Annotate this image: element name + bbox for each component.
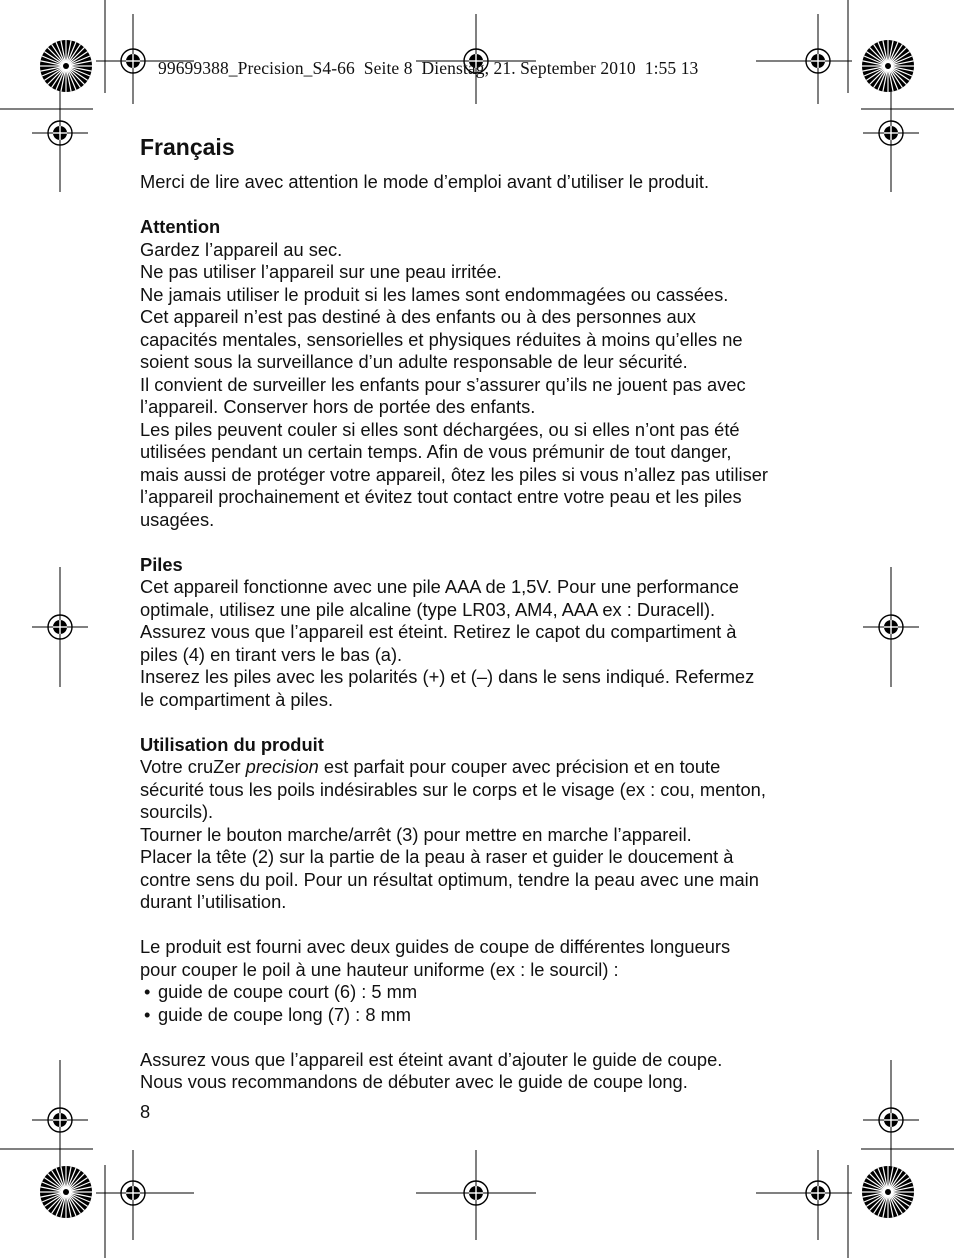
bullet-icon: • xyxy=(144,1003,151,1025)
text-line: capacités mentales, sensorielles et physiques réduites à moins qu’elles ne xyxy=(140,328,743,350)
bullet-icon: • xyxy=(144,981,151,1002)
text-line: Assurez vous que l’appareil est éteint. Retirez le capot du compartiment à xyxy=(140,621,737,642)
intro-paragraph: Merci de lire avec attention le mode d’emploi avant d’utiliser le produit. xyxy=(140,171,710,192)
attention-section xyxy=(140,239,820,532)
list-item xyxy=(140,1004,820,1027)
text-line: Tourner le bouton marche/arrêt (3) pour mettre en marche l’appareil. xyxy=(140,823,692,845)
text-line: soient sous la surveillance d’un adulte responsable de leur sécurité. xyxy=(140,351,688,372)
text-line: Cet appareil fonctionne avec une pile AAA de 1,5V. Pour une performance xyxy=(140,576,739,597)
text-line: mais aussi de protéger votre appareil, ôtez les piles si vous n’allez pas utiliser xyxy=(140,463,768,485)
text-line xyxy=(140,756,820,779)
text-line: sourcils). xyxy=(140,801,214,822)
print-slug-line: 99699388_Precision_S4-66 Seite 8 Dienstag, 21. September 2010 1:55 13 xyxy=(158,58,699,78)
guide-list xyxy=(140,981,820,1026)
text-line: Nous vous recommandons de débuter avec le guide de coupe long. xyxy=(140,1071,688,1092)
text-line: pour couper le poil à une hauteur uniforme (ex : le sourcil) : xyxy=(140,958,619,980)
list-item xyxy=(140,981,820,1004)
utilisation-heading: Utilisation du produit xyxy=(140,733,324,755)
text-line: Placer la tête (2) sur la partie de la peau à raser et guider le doucement à xyxy=(140,846,734,867)
text-line: sécurité tous les poils indésirables sur le corps et le visage (ex : cou, menton, xyxy=(140,778,766,800)
text-line: durant l’utilisation. xyxy=(140,891,287,912)
text-line: Gardez l’appareil au sec. xyxy=(140,238,343,260)
list-item-text: guide de coupe court (6) : 5 mm xyxy=(158,981,418,1002)
text-line: Les piles peuvent couler si elles sont déchargées, ou si elles n’ont pas été xyxy=(140,418,740,440)
text-line: Le produit est fourni avec deux guides de coupe de différentes longueurs xyxy=(140,936,731,957)
text-line: utilisées pendant un certain temps. Afin de vous prémunir de tout danger, xyxy=(140,441,732,462)
page-number: 8 xyxy=(140,1101,151,1122)
text-line: Inserez les piles avec les polarités (+) et (–) dans le sens indiqué. Refermez xyxy=(140,666,755,687)
text-line: Ne jamais utiliser le produit si les lames sont endommagées ou cassées. xyxy=(140,283,729,305)
list-item-text: guide de coupe long (7) : 8 mm xyxy=(158,1003,412,1025)
text-line: piles (4) en tirant vers le bas (a). xyxy=(140,643,403,665)
attention-heading: Attention xyxy=(140,216,221,237)
text-line: contre sens du poil. Pour un résultat optimum, tendre la peau avec une main xyxy=(140,868,759,890)
text-line: Ne pas utiliser l’appareil sur une peau irritée. xyxy=(140,261,502,282)
text-line: optimale, utilisez une pile alcaline (type LR03, AM4, AAA ex : Duracell). xyxy=(140,598,716,620)
utilisation-section xyxy=(140,756,820,1094)
text-line: le compartiment à piles. xyxy=(140,688,334,710)
text-line: l’appareil. Conserver hors de portée des enfants. xyxy=(140,396,536,417)
piles-heading: Piles xyxy=(140,553,183,575)
page-content xyxy=(140,132,820,1094)
piles-section xyxy=(140,576,820,711)
product-name-italic: precision xyxy=(245,756,319,777)
text-fragment: Votre cruZer xyxy=(140,756,246,777)
text-line: Cet appareil n’est pas destiné à des enfants ou à des personnes aux xyxy=(140,306,696,327)
text-fragment: est parfait pour couper avec précision et en toute xyxy=(318,756,721,777)
text-line: Il convient de surveiller les enfants pour s’assurer qu’ils ne jouent pas avec xyxy=(140,373,746,395)
page-title: Français xyxy=(140,134,235,160)
text-line: usagées. xyxy=(140,508,215,530)
text-line: l’appareil prochainement et évitez tout contact entre votre peau et les piles xyxy=(140,486,742,507)
text-line: Assurez vous que l’appareil est éteint avant d’ajouter le guide de coupe. xyxy=(140,1048,723,1070)
